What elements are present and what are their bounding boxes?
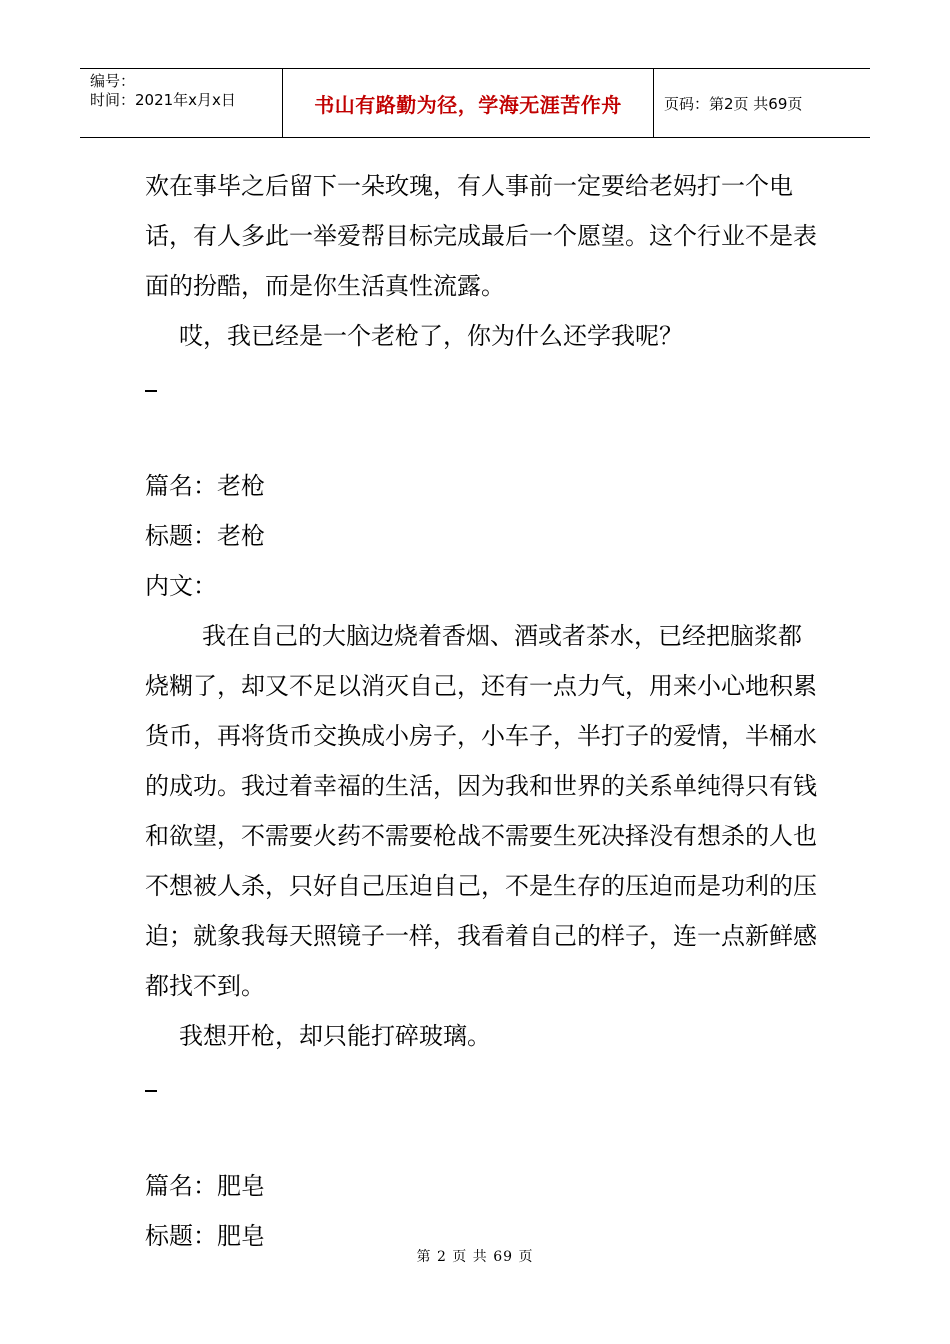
document-time-label: 时间：2021年x月x日 (90, 91, 236, 109)
document-number-label: 编号： (90, 72, 136, 90)
paragraph: 哎，我已经是一个老枪了，你为什么还学我呢？ (179, 322, 683, 350)
document-body (145, 161, 825, 1261)
paragraph: 欢在事毕之后留下一朵玫瑰，有人事前一定要给老妈打一个电话，有人多此一举爱帮目标完成最后一个愿望。这个行业不是表面的扮酷，而是你生活真性流露。 (145, 172, 817, 300)
content-label: 内文： (145, 572, 217, 600)
blank-line (145, 1111, 825, 1161)
page-footer: 第 2 页 共 69 页 (416, 1249, 534, 1265)
piece-name: 篇名：老枪 (145, 472, 265, 500)
section-divider (145, 361, 825, 411)
header-meta (80, 69, 282, 137)
piece-title: 标题：肥皂 (145, 1222, 265, 1250)
blank-line (145, 411, 825, 461)
header-motto: 书山有路勤为径，学海无涯苦作舟 (282, 69, 654, 137)
header-page-info: 页码：第2页 共69页 (664, 94, 803, 113)
paragraph: 我想开枪，却只能打碎玻璃。 (179, 1022, 491, 1050)
paragraph: 我在自己的大脑边烧着香烟、酒或者茶水，已经把脑浆都烧糊了，却又不足以消灭自己，还有一点力气，用来小心地积累货币，再将货币交换成小房子，小车子，半打子的爱情，半桶水的成功。我过着幸福的生活，因为我和世界的关系单纯得只有钱和欲望，不需要火药不需要枪战不需要生死决择没有想杀的人也不想被人杀，只好自己压迫自己，不是生存的压迫而是功利的压迫；就象我每天照镜子一样，我看着自己的样子，连一点新鲜感都找不到。 (145, 622, 817, 1000)
section-divider (145, 1061, 825, 1111)
page-header (80, 68, 870, 138)
piece-title: 标题：老枪 (145, 522, 265, 550)
piece-name: 篇名：肥皂 (145, 1172, 265, 1200)
